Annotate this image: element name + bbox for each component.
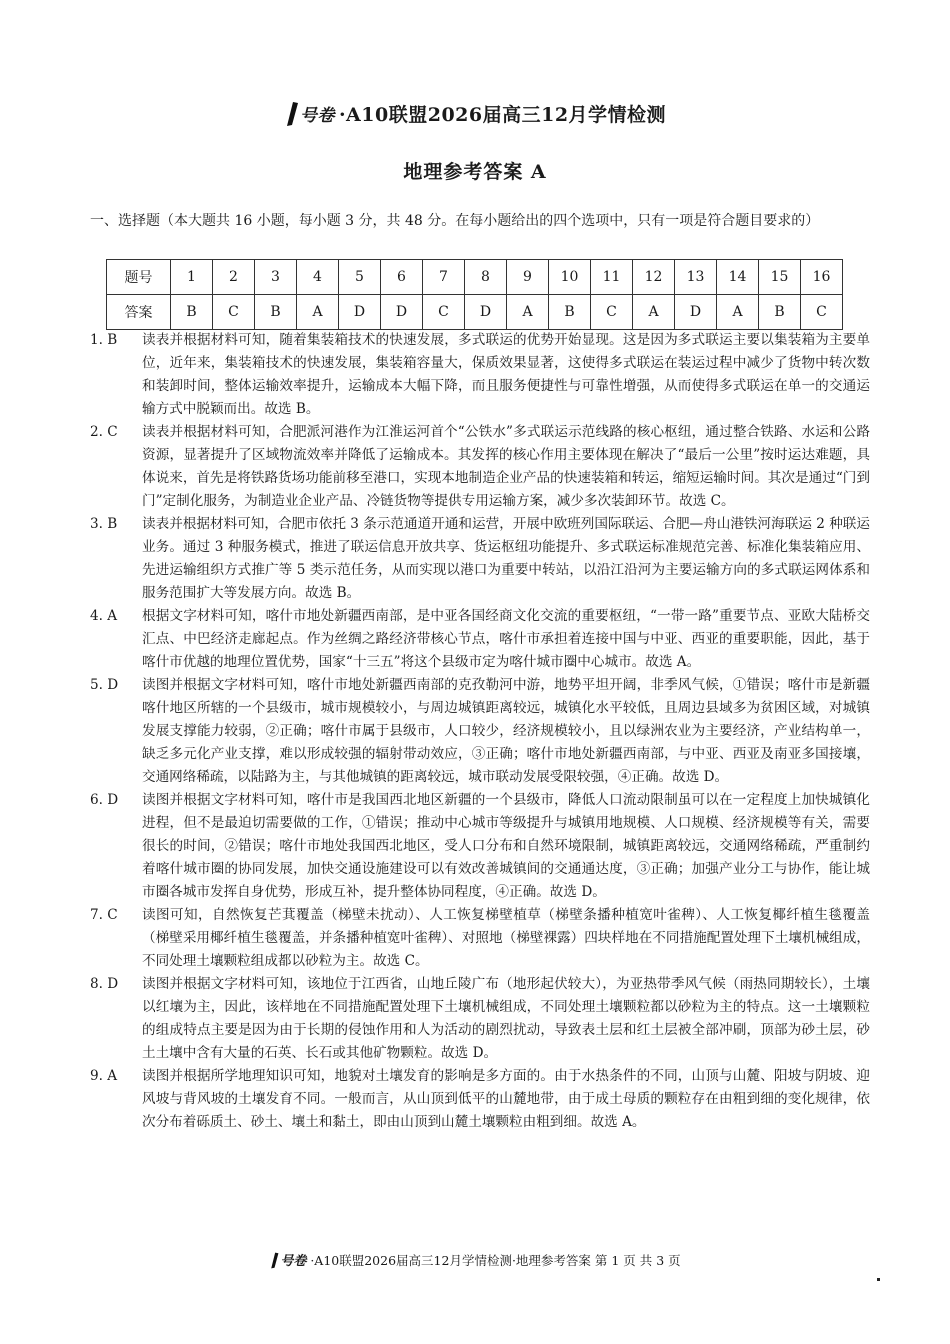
item-text: 读图并根据文字材料可知，该地位于江西省，山地丘陵广布（地形起伏较大），为亚热带季风气候（雨热同期较长），土壤以红壤为主，因此，该样地在不同措施配置处理下土壤机械组成，不同处理土壤颗粒都以砂粒为主的特点。这一土壤颗粒的组成特点主要是因为由于长期的侵蚀作用和人为活动的剧烈扰动，导致表土层和红土层被全部冲刷，顶部为砂土层，砂土土壤中含有大量的石英、长石或其他矿物颗粒。故选 D。: [142, 976, 870, 1061]
table-cell: 1: [171, 260, 213, 295]
brush-stroke-icon: [269, 1252, 280, 1269]
question-number-row: [107, 260, 843, 295]
item-number: 2. C: [90, 424, 118, 440]
table-cell: A: [507, 295, 549, 330]
logo-text: 号卷: [299, 106, 335, 126]
footer-logo: [269, 1252, 280, 1272]
exam-title: ·A10联盟2026届高三12月学情检测: [338, 104, 667, 126]
item-number: 4. A: [90, 608, 118, 624]
table-cell: B: [759, 295, 801, 330]
answer-table: [106, 259, 843, 330]
table-cell: A: [297, 295, 339, 330]
answer-row: [107, 295, 843, 330]
item-text: 读图并根据文字材料可知，喀什市是我国西北地区新疆的一个县级市，降低人口流动限制虽可以在一定程度上加快城镇化进程，但不是最迫切需要做的工作，①错误；推动中心城市等级提升与城镇用地规模、人口规模、经济规模等有关，需要很长的时间，②错误；喀什市地处我国西北地区，受人口分布和自然环境限制，城镇距离较远，交通网络稀疏，严重制约着喀什城市圈的协同发展，加快交通设施建设可以有效改善城镇间的交通通达度，③正确；加强产业分工与协作，能让城市圈各城市发挥自身优势，形成互补，提升整体协同程度，④正确。故选 D。: [142, 792, 870, 900]
row-label: 题号: [107, 260, 171, 295]
list-item: [90, 973, 870, 1065]
table-cell: A: [717, 295, 759, 330]
list-item: [90, 329, 870, 421]
list-item: [90, 1065, 870, 1134]
table-cell: C: [591, 295, 633, 330]
list-item: [90, 674, 870, 789]
table-cell: B: [549, 295, 591, 330]
list-item: [90, 789, 870, 904]
list-item: [90, 513, 870, 605]
table-cell: 2: [213, 260, 255, 295]
item-text: 读图并根据文字材料可知，喀什市地处新疆西南部的克孜勒河中游，地势平坦开阔，非季风气候，①错误；喀什市是新疆喀什地区所辖的一个县级市，城市规模较小，与周边城镇距离较远，城镇化水平较低，且周边县域多为贫困区域，对城镇发展支撑能力较弱，②正确；喀什市属于县级市，人口较少，经济规模较小，且以绿洲农业为主要经济，产业结构单一，缺乏多元化产业支撑，难以形成较强的辐射带动效应，③正确；喀什市地处新疆西南部，与中亚、西亚及南亚多国接壤，交通网络稀疏，以陆路为主，与其他城镇的距离较远，城市联动发展受限较强，④正确。故选 D。: [142, 677, 870, 785]
footer-logo-text: 号卷: [280, 1254, 307, 1269]
brush-stroke-icon: [284, 101, 300, 127]
list-item: [90, 904, 870, 973]
table-cell: B: [255, 295, 297, 330]
table-cell: 8: [465, 260, 507, 295]
item-text: 读图可知，自然恢复芒萁覆盖（梯壁未扰动）、人工恢复梯壁植草（梯壁条播种植宽叶雀稗）、人工恢复椰纤植生毯覆盖（梯壁采用椰纤植生毯覆盖，并条播种植宽叶雀稗）、对照地（梯壁裸露）四块样地在不同措施配置处理下土壤机械组成，不同处理土壤颗粒组成都以砂粒为主。故选 C。: [142, 907, 870, 969]
table-cell: 7: [423, 260, 465, 295]
item-text: 根据文字材料可知，喀什市地处新疆西南部，是中亚各国经商文化交流的重要枢纽，“一带一路”重要节点、亚欧大陆桥交汇点、中巴经济走廊起点。作为丝绸之路经济带核心节点，喀什市承担着连接中国与中亚、西亚的重要职能，因此，基于喀什市优越的地理位置优势，国家“十三五”将这个县级市定为喀什城市圈中心城市。故选 A。: [142, 608, 870, 670]
table-cell: 15: [759, 260, 801, 295]
item-number: 5. D: [90, 677, 119, 693]
brand-logo: [284, 101, 300, 132]
item-text: 读表并根据材料可知，合肥派河港作为江淮运河首个“公铁水”多式联运示范线路的核心枢纽，通过整合铁路、水运和公路资源，显著提升了区域物流效率并降低了运输成本。其发挥的核心作用主要体现在解决了“最后一公里”按时运达难题，具体说来，首先是将铁路货场功能前移至港口，实现本地制造企业产品的快速装箱和转运，缩短运输时间。其次是通过“门到门”定制化服务，为制造业企业产品、冷链货物等提供专用运输方案，减少多次装卸环节。故选 C。: [142, 424, 870, 509]
item-text: 读表并根据材料可知，合肥市依托 3 条示范通道开通和运营，开展中欧班列国际联运、合肥—舟山港铁河海联运 2 种联运业务。通过 3 种服务模式，推进了联运信息开放共享、货运枢纽功能提升、多式联运标准规范完善、标准化集装箱应用、先进运输组织方式推广等 5 类示范任务，从而实现以港口为重要中转站，以沿江沿河为主要运输方向的多式联运网体系和服务范围扩大等发展方向。故选 B。: [142, 516, 870, 601]
footer-text: ·A10联盟2026届高三12月学情检测·地理参考答案 第 1 页 共 3 页: [310, 1253, 681, 1268]
item-number: 1. B: [90, 332, 118, 348]
table-cell: 9: [507, 260, 549, 295]
table-cell: 5: [339, 260, 381, 295]
table-cell: D: [339, 295, 381, 330]
table-cell: C: [423, 295, 465, 330]
list-item: [90, 421, 870, 513]
table-cell: 13: [675, 260, 717, 295]
page-footer: [0, 1250, 950, 1272]
table-cell: C: [801, 295, 843, 330]
table-cell: 11: [591, 260, 633, 295]
item-number: 8. D: [90, 976, 119, 992]
list-item: [90, 605, 870, 674]
corner-mark: [877, 1278, 880, 1281]
table-cell: 6: [381, 260, 423, 295]
table-cell: A: [633, 295, 675, 330]
table-cell: C: [213, 295, 255, 330]
answer-key-title: 地理参考答案 A: [403, 161, 547, 183]
item-number: 6. D: [90, 792, 119, 808]
table-cell: 16: [801, 260, 843, 295]
item-number: 7. C: [90, 907, 118, 923]
item-text: 读表并根据材料可知，随着集装箱技术的快速发展，多式联运的优势开始显现。这是因为多式联运主要以集装箱为主要单位，近年来，集装箱技术的快速发展，集装箱容量大，保质效果显著，这使得多式联运在装运过程中减少了货物中转次数和装卸时间，整体运输效率提升，运输成本大幅下降，而且服务便捷性与可靠性增强，从而使得多式联运在单一的交通运输方式中脱颖而出。故选 B。: [142, 332, 870, 417]
table-cell: 10: [549, 260, 591, 295]
table-cell: B: [171, 295, 213, 330]
table-cell: 12: [633, 260, 675, 295]
page-header: [0, 100, 950, 132]
table-cell: D: [465, 295, 507, 330]
section-title: 一、选择题（本大题共 16 小题，每小题 3 分，共 48 分。在每小题给出的四个选项中，只有一项是符合题目要求的）: [90, 213, 820, 229]
table-cell: 4: [297, 260, 339, 295]
item-number: 9. A: [90, 1068, 118, 1084]
item-text: 读图并根据所学地理知识可知，地貌对土壤发育的影响是多方面的。由于水热条件的不同，山顶与山麓、阳坡与阴坡、迎风坡与背风坡的土壤发育不同。一般而言，从山顶到低平的山麓地带，由于成土母质的颗粒存在由粗到细的变化规律，依次分布着砾质土、砂土、壤土和黏土，即由山顶到山麓土壤颗粒由粗到细。故选 A。: [142, 1068, 870, 1130]
explanation-list: [90, 329, 870, 1134]
item-number: 3. B: [90, 516, 118, 532]
table-cell: D: [381, 295, 423, 330]
table-cell: D: [675, 295, 717, 330]
table-cell: 3: [255, 260, 297, 295]
table-cell: 14: [717, 260, 759, 295]
row-label: 答案: [107, 295, 171, 330]
